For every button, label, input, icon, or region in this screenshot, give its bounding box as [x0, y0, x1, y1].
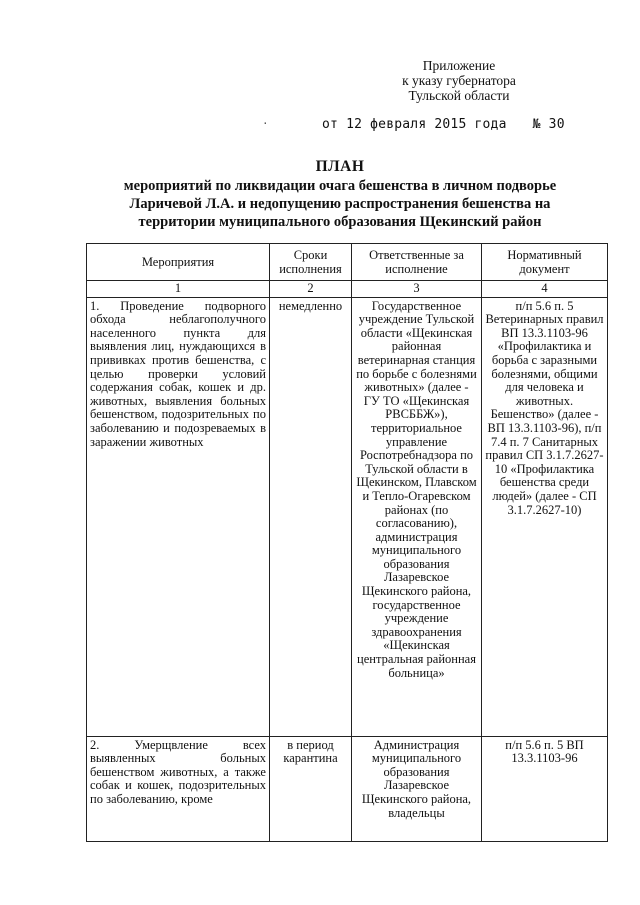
decree-date-number	[262, 117, 565, 132]
header-responsible: Ответственные за исполнение	[352, 244, 482, 281]
column-number: 4	[482, 281, 608, 298]
plan-heading: ПЛАН	[315, 158, 365, 175]
appendix-line-3: Тульской области	[408, 88, 510, 103]
measure-cell: 1. Проведение подворного обхода неблагополучного населенного пункта для выявления лиц, нуждающихся в прививках против бешенства, с целью проверки условий содержания собак, кошек и др. животных, выявления больных бешенством, подозрительных по заболеванию и подозреваемых в заражении животных	[87, 297, 270, 736]
header-measures: Мероприятия	[87, 244, 270, 281]
header-deadline: Сроки исполнения	[270, 244, 352, 281]
header-document: Нормативный документ	[482, 244, 608, 281]
plan-title-line-3: территории муниципального образования Щекинский район	[138, 214, 542, 230]
decree-date: от 12 февраля 2015 года	[322, 117, 507, 132]
table-column-numbers-row	[87, 281, 608, 298]
deadline-cell: немедленно	[270, 297, 352, 736]
document-cell: п/п 5.6 п. 5 ВП 13.3.1103-96	[482, 736, 608, 841]
table-row	[87, 736, 608, 841]
plan-title	[90, 158, 590, 231]
column-number: 1	[87, 281, 270, 298]
decree-number: № 30	[532, 117, 565, 132]
column-number: 3	[352, 281, 482, 298]
plan-title-line-2: Ларичевой Л.А. и недопущению распространения бешенства на	[129, 196, 551, 212]
responsible-cell: Государственное учреждение Тульской области «Щекинская районная ветеринарная станция по борьбе с болезнями животных» (далее - ГУ ТО «Щекинская РВСББЖ»), территориальное управление Роспотребнадзора по Тульской области в Щекинском, Плавском и Тепло-Огаревском районах (по согласованию), администрация муниципального образования Лазаревское Щекинского района, государственное учреждение здравоохранения «Щекинская центральная районная больница»	[352, 297, 482, 736]
plan-title-line-1: мероприятий по ликвидации очага бешенства в личном подворье	[123, 178, 557, 194]
document-cell: п/п 5.6 п. 5 Ветеринарных правил ВП 13.3.1103-96 «Профилактика и борьба с заразными болезнями, общими для человека и животных. Бешенство» (далее - ВП 13.3.1103-96), п/п 7.4 п. 7 Санитарных правил СП 3.1.7.2627-10 «Профилактика бешенства среди людей» (далее - СП 3.1.7.2627-10)	[482, 297, 608, 736]
appendix-line-2: к указу губернатора	[402, 73, 516, 88]
deadline-cell: в период карантина	[270, 736, 352, 841]
responsible-cell: Администрация муниципального образования Лазаревское Щекинского района, владельцы	[352, 736, 482, 841]
table-header-row	[87, 244, 608, 281]
appendix-header	[384, 58, 534, 103]
scan-mark: ·	[262, 117, 269, 130]
appendix-line-1: Приложение	[422, 58, 496, 73]
measure-cell: 2. Умерщвление всех выявленных больных бешенством животных, а также собак и кошек, подозрительных по заболеванию, кроме	[87, 736, 270, 841]
column-number: 2	[270, 281, 352, 298]
table-row	[87, 297, 608, 736]
plan-table	[86, 243, 608, 842]
